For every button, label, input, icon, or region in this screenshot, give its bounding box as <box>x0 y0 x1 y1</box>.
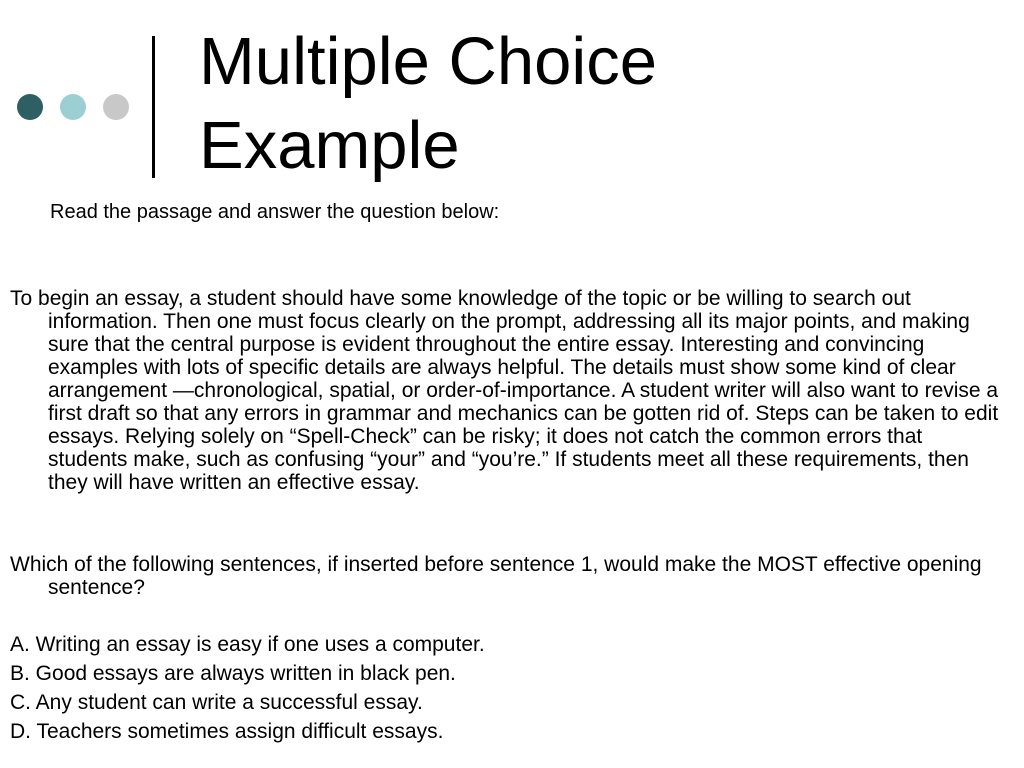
decorative-dot-teal <box>60 94 86 120</box>
question-text: Which of the following sentences, if inserted before sentence 1, would make the MOST effective opening sentence? <box>10 553 982 599</box>
slide-title <box>199 20 999 188</box>
answer-option-c: C. Any student can write a successful essay. <box>10 691 423 714</box>
slide-title-line-2: Example <box>199 108 460 183</box>
decorative-dot-gray <box>103 94 129 120</box>
answer-option-d: D. Teachers sometimes assign difficult essays. <box>10 720 444 743</box>
slide-title-line-1: Multiple Choice <box>199 24 658 99</box>
answer-options <box>10 633 1000 749</box>
answer-option-a: A. Writing an essay is easy if one uses a computer. <box>10 633 485 656</box>
instruction-text: Read the passage and answer the question below: <box>50 201 500 223</box>
passage-text: To begin an essay, a student should have some knowledge of the topic or be willing to search out information. Then one must focus clearly on the prompt, addressing all its major points, and making sure that the central purpose is evident throughout the entire essay. Interesting and convincing examples with lots of specific details are always helpful. The details must show some kind of clear arrangement —chronological, spatial, or order-of-importance. A student writer will also want to revise a first draft so that any errors in grammar and mechanics can be gotten rid of. Steps can be taken to edit essays. Relying solely on “Spell-Check” can be risky; it does not catch the common errors that students make, such as confusing “your” and “you’re.” If students meet all these requirements, then they will have written an effective essay. <box>10 287 999 494</box>
decorative-dot-dark <box>17 94 43 120</box>
title-divider <box>152 36 155 178</box>
answer-option-b: B. Good essays are always written in black pen. <box>10 662 456 685</box>
